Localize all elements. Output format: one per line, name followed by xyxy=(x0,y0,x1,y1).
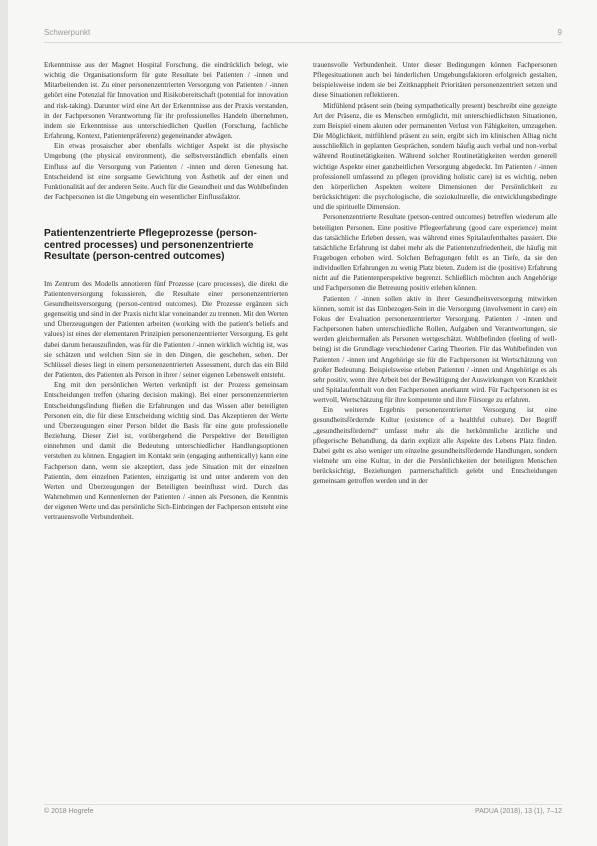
footer-divider xyxy=(44,804,562,805)
left-column xyxy=(44,60,288,522)
page-edge-shadow xyxy=(0,0,8,846)
right-paragraph-5: Ein weiteres Ergebnis personenzentrierter Versorgung ist eine gesundheitsfördernde Kultur (existence of a healthful culture). Der Begriff „gesundheitsfördernd“ umfasst mehr als die herkömmliche ärztliche und pflegerische Behandlung, da darin explizit alle Aspekte des Lebens Platz finden. Dabei geht es also weniger um einzelne gesundheitsfördernde Handlungen, sondern vielmehr um eine Kultur, in der die Persönlichkeiten der beteiligten Menschen berücksichtigt, Beziehungen partnerschaftlich gelebt und Entscheidungen gemeinsam getroffen werden und in der xyxy=(313,406,557,486)
left-paragraph-2: Ein etwas prosaischer aber ebenfalls wichtiger Aspekt ist die physische Umgebung (the physical environment), die selbstverständlich ebenfalls einen Einfluss auf die Versorgung von Patienten / -innen und deren Genesung hat. Entscheidend ist eine sorgsame Gewichtung von Ästhetik auf der einen und Funktionalität auf der anderen Seite. Auch für die Gesundheit und das Wohlbefinden der Fachpersonen ist die Umgebung ein wesentlicher Einflussfaktor. xyxy=(44,142,288,202)
footer-citation: PADUA (2018), 13 (1), 7–12 xyxy=(474,808,562,815)
left-paragraph-4: Eng mit den persönlichen Werten verknüpft ist der Prozess gemeinsam Entscheidungen treffen (sharing decision making). Bei einer personenzentrierten Entscheidungsfindung fließen die Erfahrungen und das Wissen aller beteiligten Personen ein, die für diese Entscheidung wichtig sind. Das Akzeptieren der Werte und Überzeugungen einer Person bildet die Basis für eine gute professionelle Beziehung. Dieser Ziel ist, vorübergehend die Perspektive der Beteiligten einnehmen und damit die Bedeutung unterschiedlicher Handlungsoptionen verstehen zu können. Engagiert im Kontakt sein (engaging authentically) kann eine Fachperson dann, wenn sie akzeptiert, dass jede Situation mit der einzelnen Patientin, dem einzelnen Patienten, einzigartig ist und unter anderem von den Werten und Überzeugungen der Beteiligten beeinflusst wird. Durch das Wahrnehmen und Kennenlernen der Patienten / -innen als Personen, die Kenntnis der eigenen Werte und das persönliche Sich-Einbringen der Fachperson entsteht eine vertrauensvolle Verbundenheit. xyxy=(44,381,288,522)
page-header xyxy=(44,28,562,37)
right-paragraph-1: trauensvolle Verbundenheit. Unter dieser Bedingungen können Fachpersonen Pflegesituationen auch bei hinderlichen Umgebungsfaktoren erfolgreich gestalten, beispielsweise indem sie bei Zeitknappheit Prioritäten personenzentriert setzen und diese Situationen reflektieren. xyxy=(313,61,557,100)
right-column xyxy=(313,60,557,487)
right-paragraph-2: Mitfühlend präsent sein (being sympathetically present) beschreibt eine gezeigte Art der Präsenz, die es Menschen ermöglicht, mit unterschiedlichsten Situationen, zum Beispiel einem akuten oder permanenten Verlust von Fähigkeiten, umzugehen. Die Möglichkeit, mitfühlend präsent zu sein, ergibt sich im klinischen Alltag nicht ausschließlich in geplanten Gesprächen, sondern häufig auch verbal und non-verbal während Routinetätigkeiten. Während solcher Routinetätigkeiten werden generell wichtige Aspekte einer ganzheitlichen Versorgung abgedeckt. Im Patienten / -innen professionell umfassend zu pflegen (providing holistic care) ist es wichtig, neben den körperlichen Aspekten weitere Dimensionen der Persönlichkeit zu berücksichtigen: die psychologische, die soziokulturelle, die entwicklungsbedingte und die spirituelle Dimension. xyxy=(313,101,557,212)
page-number: 9 xyxy=(557,28,562,37)
section-heading: Patientenzentrierte Pflegeprozesse (person-centred processes) und personenzentrierte Resultate (person-centred outcomes) xyxy=(44,228,257,263)
right-paragraph-4: Patienten / -innen sollen aktiv in ihrer Gesundheitsversorgung mitwirken können, somit ist das Einbezogen-Sein in die Versorgung (involvement in care) ein Fokus der Evaluation personenzentrierter Versorgung. Patienten / -innen und Fachpersonen haben unterschiedliche Rollen, Aufgaben und Verantwortungen, sie werden gleichermaßen als Personen wertgeschätzt. Wohlbefinden (feeling of well-being) ist die Grundlage verschiedener Caring Theorien. Für das Wohlbefinden von Patienten / -innen und Angehörige sie für die Fachpersonen ist Wertschätzung von großer Bedeutung. Beispielsweise erleben Patienten / -innen und Angehörige es als sehr positiv, wenn ihre Arbeit bei der Bewältigung der Auswirkungen von Krankheit und Spitalaufenthalt von den Fachpersonen anerkannt wird. Für Fachpersonen ist es wertvoll, Wertschätzung für ihre kompetente und ihre Fürsorge zu erfahren. xyxy=(313,294,557,405)
running-head: Schwerpunkt xyxy=(44,28,91,37)
footer-copyright: © 2018 Hogrefe xyxy=(44,808,94,815)
right-paragraph-3: Personenzentrierte Resultate (person-centred outcomes) betreffen wiederum alle beteiligten Personen. Eine positive Pflegeerfahrung (good care experience) meint das tatsächliche Erleben dessen, was während eines Spitalaufenthaltes passiert. Die tatsächliche Erfahrung ist dabei mehr als die Patientenzufriedenheit, die häufig mit Fragebogen erhoben wird. Solchen Befragungen fehlt es an Tiefe, da sie den individuellen Erfahrungen zu wenig Platz bieten. Zudem ist die (positive) Erfahrung nicht auf die Patientenperspektive begrenzt. Schließlich möchten auch Angehörige und Fachpersonen die Betreuung positiv erleben können. xyxy=(313,213,557,293)
left-paragraph-3: Im Zentrum des Modells annotieren fünf Prozesse (care processes), die direkt die Patientenversorgung fokussieren, die Resultate einer personenzentrierten Gesundheitsversorgung (person-centred outcomes). Die Prozesse ergänzen sich gegenseitig und sind in der Praxis nicht klar voneinander zu trennen. Mit den Werten und Überzeugungen der Patienten arbeiten (working with the patient's beliefs and values) ist eines der elementaren Prinzipien personenzentrierter Versorgung. Es geht dabei darum herauszufinden, was für die Patienten / -innen wirklich wichtig ist, was sie schätzen und welchen Sinn sie in den Dingen, die geschehen, sehen. Der Schlüssel dieses liegt in einem personenzentrierten Assessment, durch das ein Bild der Patienten, des Patienten als Person in ihrer / seiner eigenen Lebenswelt entsteht. xyxy=(44,279,288,380)
header-divider xyxy=(44,42,562,43)
left-paragraph-1: Erkenntnisse aus der Magnet Hospital Forschung, die eindrücklich belegt, wie wichtig die Organisationsform für gute Resultate bei Patienten / -innen und Mitarbeitenden ist. Zu einer personenzentrierten Versorgung von Patienten / -innen gehört eine Potenzial für Innovation und Risikobereitschaft (potential for innovation and risk-taking). Darunter wird eine Art der Erkenntnisse aus der Praxis verstanden, in der Fachpersonen Verantwortung für ihr professionelles Handeln übernehmen, indem sie Erkenntnisse aus unterschiedlichen Quellen (Forschung, fachliche Erfahrung, Kontext, Patientenpräferenz) gegeneinander abwägen. xyxy=(44,61,288,141)
page-footer xyxy=(44,808,562,815)
